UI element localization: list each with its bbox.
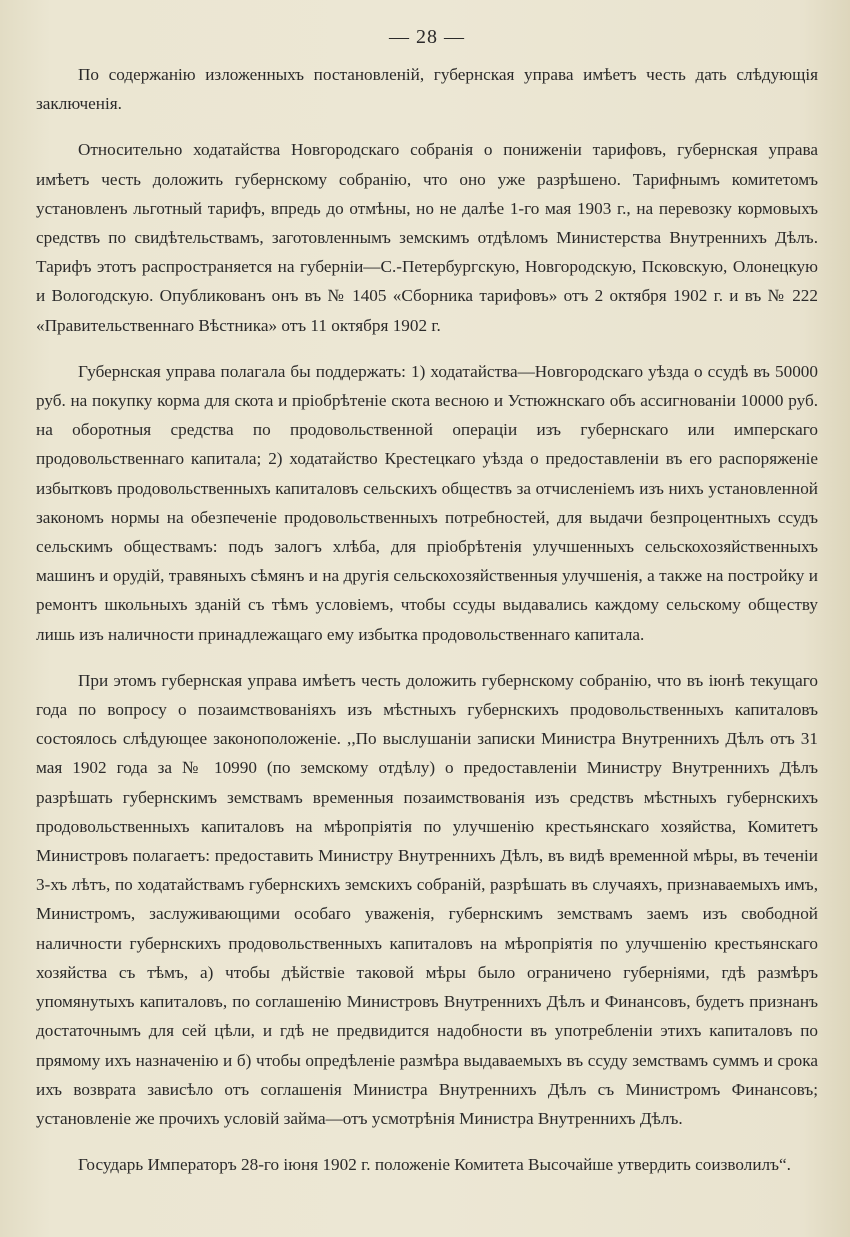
paragraph-conclusions-intro: По содержанію изложенныхъ постановленій, губернская управа имѣетъ честь дать слѣдующія заключенія. xyxy=(36,65,818,114)
paragraph-imperial-approval: Государь Императоръ 28-го іюня 1902 г. положеніе Комитета Высочайше утвердить соизволилъ“. xyxy=(78,1155,791,1175)
paragraph-committee-resolution: При этомъ губернская управа имѣетъ честь доложить губернскому собранію, что въ іюнѣ текущаго года по вопросу о позаимствованіяхъ изъ мѣстныхъ губернскихъ продовольственныхъ капиталовъ состоялось слѣдующее законоположеніе. ,,По выслушаніи записки Министра Внутреннихъ Дѣлъ отъ 31 мая 1902 года за № 10990 (по земскому отдѣлу) о предоставленіи Министру Внутреннихъ Дѣлъ разрѣшать губернскимъ земствамъ временныя позаимствованія изъ средствъ мѣстныхъ губернскихъ продовольственныхъ капиталовъ на мѣропріятія по улучшенію крестьянскаго хозяйства, Комитетъ Министровъ полагаетъ: предоставить Министру Внутреннихъ Дѣлъ, въ видѣ временной мѣры, въ теченіи 3-хъ лѣтъ, по ходатайствамъ губернскихъ земскихъ собраній, разрѣшать въ случаяхъ, признаваемыхъ имъ, Министромъ, заслуживающими особаго уваженія, губернскимъ земствамъ заемъ изъ свободной наличности губернскихъ продовольственныхъ капиталовъ на мѣропріятія по улучшенію крестьянскаго хозяйства съ тѣмъ, а) чтобы дѣйствіе таковой мѣры было ограничено губерніями, гдѣ размѣръ упомянутыхъ капиталовъ, по соглашенію Министровъ Внутреннихъ Дѣлъ и Финансовъ, будетъ признанъ достаточнымъ для сей цѣли, и гдѣ не предвидится надобности въ употребленіи этихъ капиталовъ по прямому ихъ назначенію и б) чтобы опредѣленіе размѣра выдаваемыхъ въ ссуду земствамъ суммъ и срока ихъ возврата зависѣло отъ соглашенія Министра Внутреннихъ Дѣлъ съ Министромъ Финансовъ; установленіе же прочихъ условій займа—отъ усмотрѣнія Министра Внутреннихъ Дѣлъ. xyxy=(36,670,818,1128)
page-number: — 28 — xyxy=(389,26,465,48)
paragraph-tariff-petition: Относительно ходатайства Новгородскаго собранія о пониженіи тарифовъ, губернская управа имѣетъ честь доложить губернскому собранію, что оно уже разрѣшено. Тарифнымъ комитетомъ установленъ льготный тарифъ, впредь до отмѣны, но не далѣе 1-го мая 1903 г., на перевозку кормовыхъ средствъ по свидѣтельствамъ, заготовленнымъ земскимъ отдѣломъ Министерства Внутреннихъ Дѣлъ. Тарифъ этотъ распространяется на губерніи—С.-Петербургскую, Новгородскую, Псковскую, Олонецкую и Вологодскую. Опубликованъ онъ въ № 1405 «Сборника тарифовъ» отъ 2 октября 1902 г. и въ № 222 «Правительственнаго Вѣстника» отъ 11 октября 1902 г. xyxy=(36,140,818,335)
paragraph-support-petitions: Губернская управа полагала бы поддержать: 1) ходатайства—Новгородскаго уѣзда о ссудѣ въ 50000 руб. на покупку корма для скота и пріобрѣтеніе скота весною и Устюжнскаго объ ассигнованіи 10000 руб. на оборотныя средства по продовольственной операціи изъ губернскаго или имперскаго продовольственнаго капитала; 2) ходатайство Крестецкаго уѣзда о предоставленіи въ его распоряженіе избытковъ продовольственныхъ капиталовъ сельскихъ обществъ за отчисленіемъ изъ нихъ установленной закономъ нормы на обезпеченіе продовольственныхъ потребностей, для выдачи безпроцентныхъ ссудъ сельскимъ обществамъ: подъ залогъ хлѣба, для пріобрѣтенія улучшенныхъ сельскохозяйственныхъ машинъ и орудій, травяныхъ сѣмянъ и на другія сельскохозяйственныя улучшенія, а также на постройку и ремонтъ школьныхъ зданій съ тѣмъ условіемъ, чтобы ссуды выдавались каждому сельскому обществу лишь изъ наличности принадлежащаго ему избытка продовольственнаго капитала. xyxy=(36,361,818,644)
